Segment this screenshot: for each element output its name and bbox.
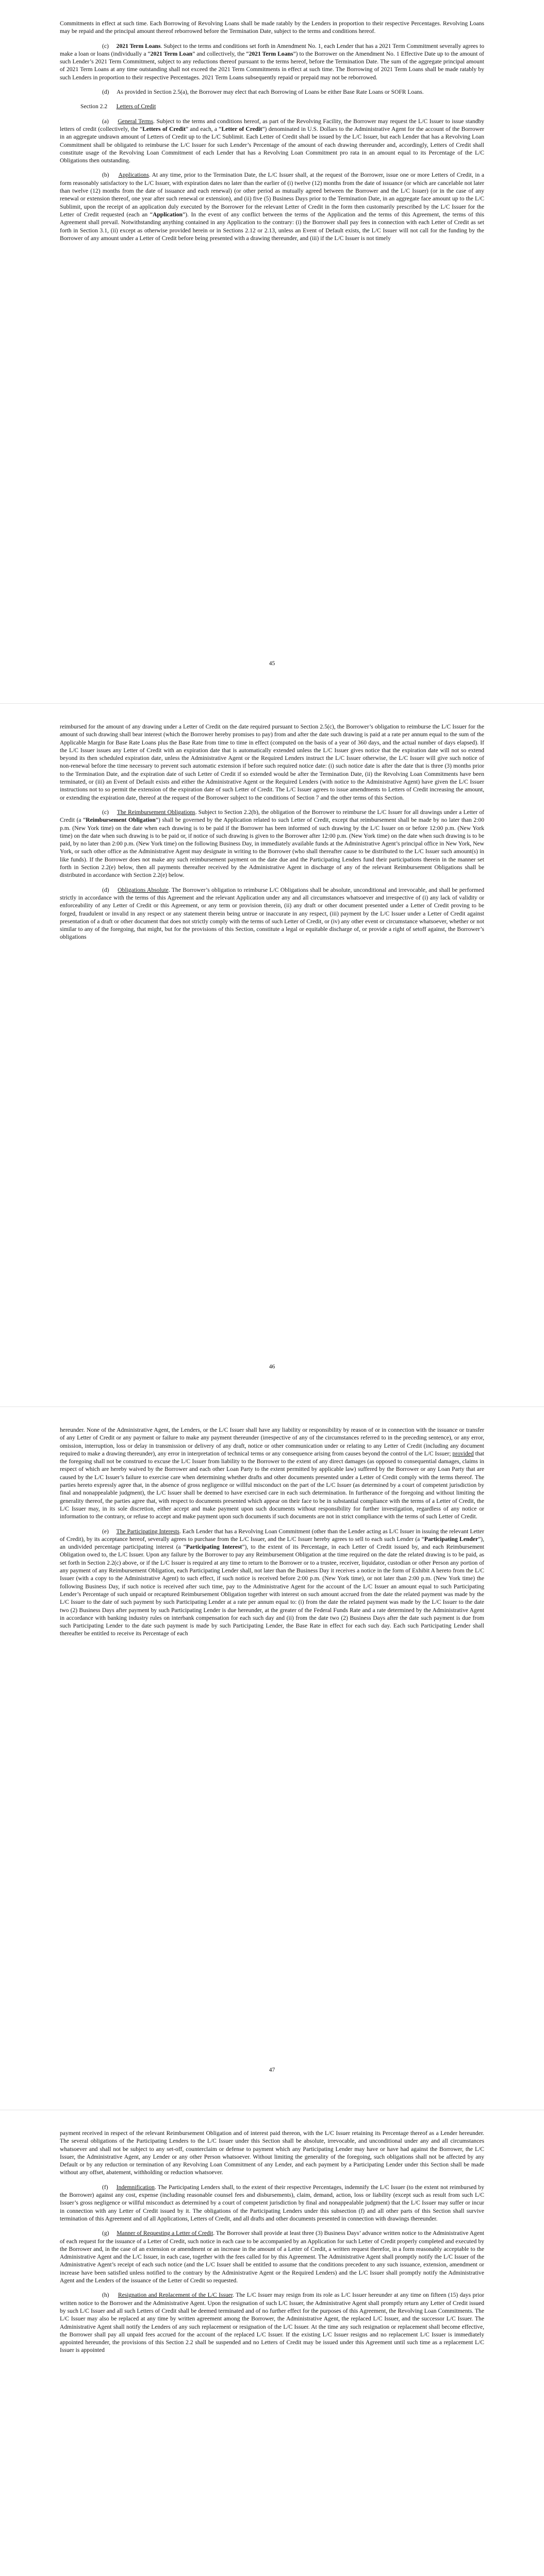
heading-resignation-replacement: Resignation and Replacement of the L/C Issuer [118,2292,233,2299]
paragraph-reimbursement-obligations: (c) The Reimbursement Obligations. Subject to Section 2.2(b), the obligation of the Borrower to reimburse the L/C Issuer for all drawings under a Letter of Credit (a “Reimbursement Obligation”) shall be governed by the Application related to such Letter of Credit, except that reimbursement shall be made by no later than 2:00 p.m. (New York time) on the date when each drawing is to be paid if the Borrower has been informed of such drawing by the L/C Issuer on or before 12:00 p.m. (New York time) on the date when such drawing is to be paid or, if notice of such drawing is given to the Borrower after 12:00 p.m. (New York time) on the date when such drawing is to be paid, by no later than 2:00 p.m. (New York time) on the following Business Day, in immediately available funds at the Administrative Agent’s principal office in New York, New York, or such other office as the Administrative Agent may designate in writing to the Borrower (who shall thereafter cause to be distributed to the L/C Issuer such amount(s) in like funds). If the Borrower does not make any such reimbursement payment on the date due and the Participating Lenders fund their participations therein in the manner set forth in Section 2.2(e) below, then all payments thereafter received by the Administrative Agent in discharge of any of the relevant Reimbursement Obligations shall be distributed in accordance with Section 2.2(e) below. [60,808,485,879]
heading-requesting-letter-of-credit: Manner of Requesting a Letter of Credit [117,2230,213,2237]
heading-applications: Applications [118,172,149,179]
section-2-2-heading: Section 2.2 Letters of Credit [80,103,156,110]
heading-indemnification: Indemnification [116,2183,155,2191]
page-47 [0,1406,544,2110]
heading-participating-interests: The Participating Interests [116,1528,179,1535]
page-45 [0,0,544,703]
section-title: Letters of Credit [116,103,156,110]
paragraph-indemnification: (f) Indemnification. The Participating Lenders shall, to the extent of their respective Percentages, indemnify the L/C Issuer (to the extent not reimbursed by the Borrower) against any cost, expense (including reasonable counsel fees and disbursements), claim, demand, action, loss or liability (except such as result from such L/C Issuer’s gross negligence or willful misconduct as determined by a court of competent jurisdiction by final and nonappealable judgment) that the L/C Issuer may suffer or incur in connection with any Letter of Credit issued by it. The obligations of the Participating Lenders under this subsection (f) and all other parts of this Section shall survive termination of this Agreement and of all Applications, Letters of Credit, and all drafts and other documents presented in connection with drawings thereunder. [60,2183,484,2222]
page-48 [0,2110,544,2576]
page-number: 47 [269,2066,275,2073]
paragraph-carry-over: payment received in respect of the relevant Reimbursement Obligation and of interest paid thereon, with the L/C Issuer retaining its Percentage thereof as a Lender hereunder. The several obligations of the Participating Lenders to the L/C Issuer under this Section shall be absolute, irrevocable, and unconditional under any and all circumstances whatsoever and shall not be subject to any set-off, counterclaim or defense to payment which any Participating Lender may have or have had against the Borrower, the L/C Issuer, the Administrative Agent, any Lender or any other Person whatsoever. Without limiting the generality of the foregoing, such obligations shall not be affected by any Default or by any reduction or termination of any Revolving Loan Commitment of any Lender, and each payment by a Participating Lender under this Section shall be made without any offset, abatement, withholding or reduction whatsoever. [60,2130,484,2176]
heading-2021-term-loans: 2021 Term Loans [116,42,161,49]
paragraph-resignation-replacement: (h) Resignation and Replacement of the L/C Issuer. The L/C Issuer may resign from its role as L/C Issuer hereunder at any time on fifteen (15) days prior written notice to the Borrower and the Administrative Agent. Upon the resignation of such L/C Issuer, the Administrative Agent shall promptly return any Letter of Credit issued by such L/C Issuer and all such Letters of Credit shall be deemed terminated and of no further effect for the purposes of this Agreement, the Revolving Loan Commitments. The L/C Issuer may also be replaced at any time by written agreement among the Borrower, the Administrative Agent, the replaced L/C Issuer, and the successor L/C Issuer. The Administrative Agent shall notify the Lenders of any such replacement or resignation of the L/C Issuer. At the time any such resignation or replacement shall become effective, the Borrower shall pay all unpaid fees accrued for the account of the replaced L/C Issuer. If the existing L/C Issuer resigns and no replacement L/C Issuer is immediately appointed hereunder, the provisions of this Section 2.2 shall be suspended and no Letters of Credit may be issued under this Agreement until such time as a replacement L/C Issuer is appointed [60,2292,484,2354]
paragraph-carry-over: Commitments in effect at such time. Each Borrowing of Revolving Loans shall be made ratably by the Lenders in proportion to their respective Percentages. Revolving Loans may be repaid and the principal amount thereof reborrowed before the Termination Date, subject to the terms and conditions hereof. [60,20,484,35]
page-number: 45 [269,659,275,667]
page-number: 46 [269,1363,275,1370]
heading-obligations-absolute: Obligations Absolute [118,886,169,893]
paragraph-requesting-letter-of-credit: (g) Manner of Requesting a Letter of Credit. The Borrower shall provide at least three (3) Business Days’ advance written notice to the Administrative Agent of each request for the issuance of a Letter of Credit, such notice in each case to be accompanied by an Application for such Letter of Credit properly completed and executed by the Borrower and, in the case of an extension or amendment or an increase in the amount of a Letter of Credit, a written request therefor, in a form reasonably acceptable to the Administrative Agent and the L/C Issuer, in each case, together with the fees called for by this Agreement. The Administrative Agent shall promptly notify the L/C Issuer of the Administrative Agent’s receipt of each such notice (and the L/C Issuer shall be entitled to assume that the conditions precedent to any such issuance, extension, amendment or increase have been satisfied unless notified to the contrary by the Administrative Agent or the Required Lenders) and the L/C Issuer shall promptly notify the Administrative Agent and the Lenders of the issuance of the Letter of Credit so requested. [60,2230,485,2284]
paragraph-base-rate-election: (d) As provided in Section 2.5(a), the Borrower may elect that each Borrowing of Loans be either Base Rate Loans or SOFR Loans. [102,89,424,96]
paragraph-general-terms: (a) General Terms. Subject to the terms and conditions hereof, as part of the Revolving Facility, the Borrower may request the L/C Issuer to issue standby letters of credit (collectively, the “Letters of Credit” and each, a “Letter of Credit”) denominated in U.S. Dollars to the Administrative Agent for the account of the Borrower in an aggregate undrawn amount of Letters of Credit up to the L/C Sublimit. Each Letter of Credit shall be issued by the L/C Issuer, but each Lender that has a Revolving Loan Commitment shall be obligated to reimburse the L/C Issuer for such Lender’s Percentage of the amount of each drawing thereunder and, accordingly, Letters of Credit shall constitute usage of the Revolving Loan Commitment of each Lender that has a Revolving Loan Commitment pro rata in an amount equal to its Percentage of the L/C Obligations then outstanding. [60,117,485,164]
paragraph-carry-over: hereunder. None of the Administrative Agent, the Lenders, or the L/C Issuer shall have any liability or responsibility by reason of or in connection with the issuance or transfer of any Letter of Credit or any payment or failure to make any payment thereunder (irrespective of any of the circumstances referred to in the preceding sentence), or any error, omission, interruption, loss or delay in transmission or delivery of any draft, notice or other communication under or relating to any Letter of Credit (including any document required to make a drawing thereunder), any error in interpretation of technical terms or any consequence arising from causes beyond the control of the L/C Issuer; provided that the foregoing shall not be construed to excuse the L/C Issuer from liability to the Borrower to the extent of any direct damages (as opposed to consequential damages, claims in respect of which are hereby waived by the Borrower and each other Loan Party to the extent permitted by applicable law) suffered by the Borrower or any Loan Party that are caused by the L/C Issuer’s failure to exercise care when determining whether drafts and other documents presented under a Letter of Credit comply with the terms thereof. The parties hereto expressly agree that, in the absence of gross negligence or willful misconduct on the part of the L/C Issuer (as determined by a court of competent jurisdiction by final and nonappealable judgment), the L/C Issuer shall be deemed to have exercised care in each such determination. In furtherance of the foregoing and without limiting the generality thereof, the parties agree that, with respect to documents presented which appear on their face to be in substantial compliance with the terms of a Letter of Credit, the L/C Issuer may, in its sole discretion, either accept and make payment upon such documents without responsibility for further investigation, regardless of any notice or information to the contrary, or refuse to accept and make payment upon such documents if such documents are not in strict compliance with the terms of such Letter of Credit. [60,1427,484,1520]
page-46 [0,703,544,1406]
paragraph-2021-term-loans: (c) 2021 Term Loans. Subject to the terms and conditions set forth in Amendment No. 1, each Lender that has a 2021 Term Commitment severally agrees to make a loan or loans (individually a “2021 Term Loan” and collectively, the “2021 Term Loans”) to the Borrower on the Amendment No. 1 Effective Date up to the amount of such Lender’s 2021 Term Commitment, subject to any reductions thereof pursuant to the terms hereof, before the Termination Date. The sum of the aggregate principal amount of 2021 Term Loans at any time outstanding shall not exceed the 2021 Term Commitments in effect at such time. The Borrowing of 2021 Term Loans shall be made ratably by such Lenders in proportion to their respective Percentages. 2021 Term Loans subsequently repaid or prepaid may not be reborrowed. [60,42,485,81]
heading-general-terms: General Terms [118,117,154,125]
paragraph-obligations-absolute: (d) Obligations Absolute. The Borrower’s obligation to reimburse L/C Obligations shall be absolute, unconditional and irrevocable, and shall be performed strictly in accordance with the terms of this Agreement and the relevant Application under any and all circumstances whatsoever and irrespective of (i) any lack of validity or enforceability of any Letter of Credit or this Agreement, or any term or provision therein, (ii) any draft or other document presented under a Letter of Credit proving to be forged, fraudulent or invalid in any respect or any statement therein being untrue or inaccurate in any respect, (iii) payment by the L/C Issuer under a Letter of Credit against presentation of a draft or other document that does not strictly comply with the terms of such Letter of Credit, or (iv) any other event or circumstance whatsoever, whether or not similar to any of the foregoing, that might, but for the provisions of this Section, constitute a legal or equitable discharge of, or provide a right of setoff against, the Borrower’s obligations [60,886,484,941]
heading-reimbursement-obligations: The Reimbursement Obligations [117,808,195,816]
paragraph-participating-interests: (e) The Participating Interests. Each Lender that has a Revolving Loan Commitment (other than the Lender acting as L/C Issuer in issuing the relevant Letter of Credit), by its acceptance hereof, severally agrees to purchase from the L/C Issuer, and the L/C Issuer hereby agrees to sell to each such Lender (a “Participating Lender”), an undivided percentage participating interest (a “Participating Interest”), to the extent of its Percentage, in each Letter of Credit issued by, and each Reimbursement Obligation owed to, the L/C Issuer. Upon any failure by the Borrower to pay any Reimbursement Obligation at the time required on the date the related drawing is to be paid, as set forth in Section 2.2(c) above, or if the L/C Issuer is required at any time to return to the Borrower or to a trustee, receiver, liquidator, custodian or other Person any portion of any payment of any Reimbursement Obligation, each Participating Lender shall, not later than the Business Day it receives a notice in the form of Exhibit A hereto from the L/C Issuer (with a copy to the Administrative Agent) to such effect, if such notice is received before 2:00 p.m. (New York time), or not later than 2:00 p.m. (New York time) the following Business Day, if such notice is received after such time, pay to the Administrative Agent for the account of the L/C Issuer an amount equal to such Participating Lender’s Percentage of such unpaid or recaptured Reimbursement Obligation together with interest on such amount accrued from the date the related payment was made by the L/C Issuer to the date of such payment by such Participating Lender at a rate per annum equal to: (i) from the date the related payment was made by the L/C Issuer to the date two (2) Business Days after payment by such Participating Lender is due hereunder, at the greater of the Federal Funds Rate and a rate determined by the Administrative Agent in accordance with banking industry rules on interbank compensation for each such day and (ii) from the date two (2) Business Days after the date such payment is due from such Participating Lender to the date such payment is made by such Participating Lender, the Base Rate in effect for each such day. Each such Participating Lender shall thereafter be entitled to receive its Percentage of each [60,1528,484,1637]
paragraph-carry-over: reimbursed for the amount of any drawing under a Letter of Credit on the date required pursuant to Section 2.5(c), the Borrower’s obligation to reimburse the L/C Issuer for the amount of such drawing shall bear interest (which the Borrower hereby promises to pay) from and after the date such drawing is paid at a rate per annum equal to the sum of the Applicable Margin for Base Rate Loans plus the Base Rate from time to time in effect (computed on the basis of a year of 360 days, and the actual number of days elapsed). If the L/C Issuer issues any Letter of Credit with an expiration date that is automatically extended unless the L/C Issuer gives notice that the expiration date will not so extend beyond its then scheduled expiration date, unless the Administrative Agent or the Required Lenders instruct the L/C Issuer otherwise, the L/C Issuer will give such notice of non-renewal before the time necessary to prevent such automatic extension if before such required notice date: (i) such notice date is after the date that is three (3) months prior to the Termination Date, and the expiration date of such Letter of Credit if so extended would be after the Termination Date, (ii) the Revolving Loan Commitments have been terminated, or (iii) an Event of Default exists and either the Administrative Agent or the Required Lenders (with notice to the Administrative Agent) have given the L/C Issuer instructions not to so permit the extension of the expiration date of such Letter of Credit. The L/C Issuer agrees to issue amendments to Letters of Credit increasing the amount, or extending the expiration date, thereof at the request of the Borrower subject to the conditions of Section 7 and the other terms of this Section. [60,723,484,801]
paragraph-applications: (b) Applications. At any time, prior to the Termination Date, the L/C Issuer shall, at the request of the Borrower, issue one or more Letters of Credit, in a form reasonably satisfactory to the L/C Issuer, with expiration dates no later than the earlier of (i) twelve (12) months from the date of issuance (or which are cancelable not later than twelve (12) months from the date of issuance and each renewal) (or other period as mutually agreed between the Borrower and the L/C Issuer) (or in the case of any renewal or extension thereof, one year after such renewal or extension), and (ii) five (5) Business Days prior to the Termination Date, in an aggregate face amount up to the L/C Sublimit, upon the receipt of an application duly executed by the Borrower for the relevant Letter of Credit in the form then customarily prescribed by the L/C Issuer for the Letter of Credit requested (each an “Application”). In the event of any conflict between the terms of the Application and the terms of this Agreement, the terms of this Agreement shall prevail. Notwithstanding anything contained in any Application to the contrary: (i) the Borrower shall pay fees in connection with each Letter of Credit as set forth in Section 3.1, (ii) except as otherwise provided herein or in Sections 2.12 or 2.13, unless an Event of Default exists, the L/C Issuer will not call for the funding by the Borrower of any amount under a Letter of Credit before being presented with a drawing thereunder, and (iii) if the L/C Issuer is not timely [60,172,484,242]
